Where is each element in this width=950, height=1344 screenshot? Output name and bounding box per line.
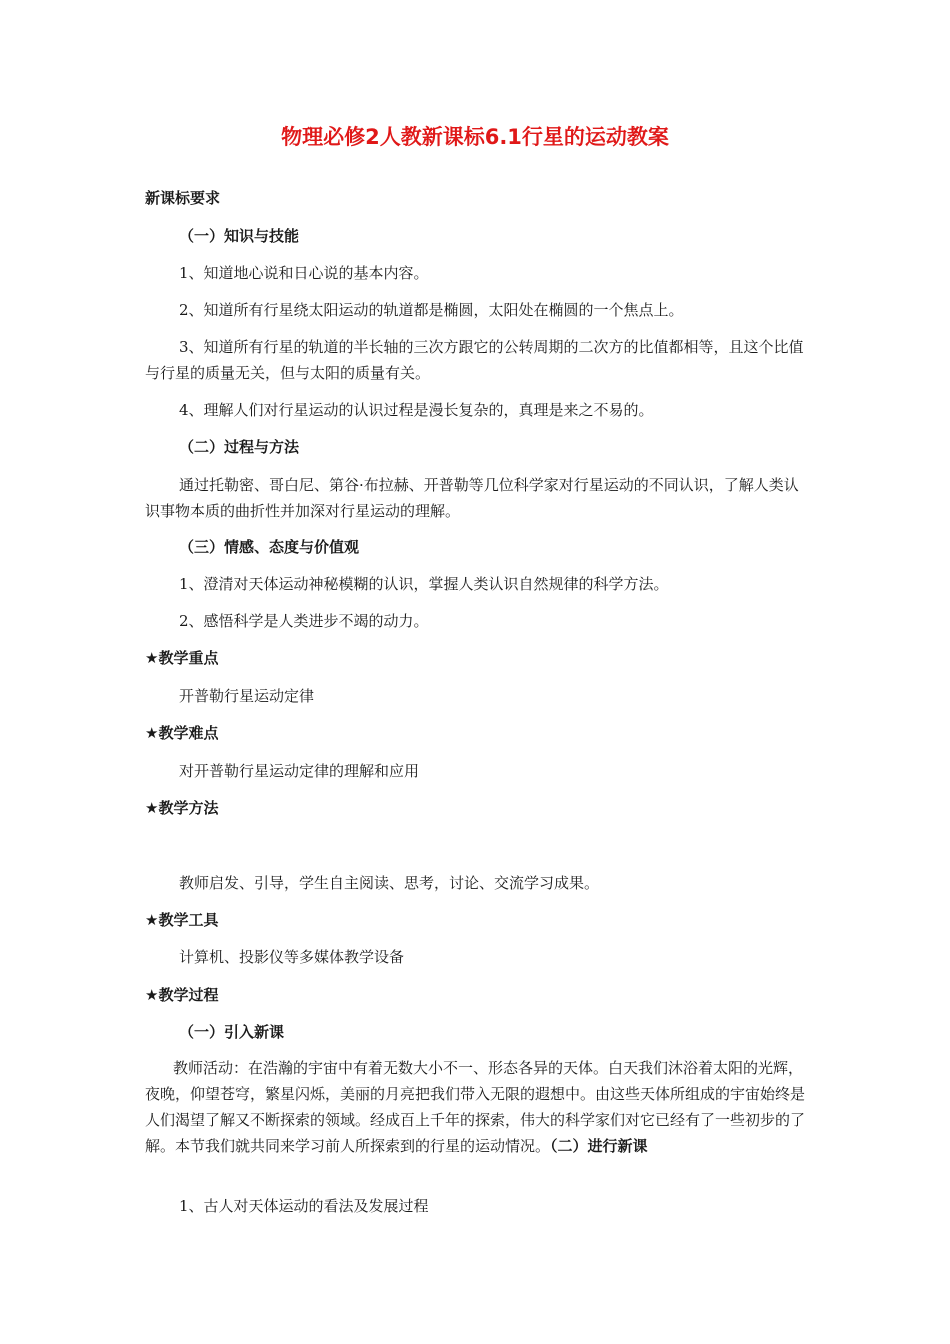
paragraph: 2、知道所有行星绕太阳运动的轨道都是椭圆，太阳处在椭圆的一个焦点上。 <box>179 301 684 319</box>
paragraph: 对开普勒行星运动定律的理解和应用 <box>179 762 420 780</box>
section-heading-standards: 新课标要求 <box>145 189 221 207</box>
paragraph: 3、知道所有行星的轨道的半长轴的三次方跟它的公转周期的二次方的比值都相等，且这个比值与行星的质量无关，但与太阳的质量有关。 <box>145 338 804 382</box>
document-title: 物理必修2人教新课标6.1行星的运动教案 <box>281 125 669 149</box>
section-heading-tools: ★教学工具 <box>145 911 219 929</box>
paragraph <box>145 1055 810 1159</box>
section-heading-process: ★教学过程 <box>145 986 219 1004</box>
paragraph: 1、知道地心说和日心说的基本内容。 <box>179 264 429 282</box>
subheading-introduction: （一）引入新课 <box>179 1023 285 1041</box>
paragraph-text: 教师活动：在浩瀚的宇宙中有着无数大小不一、形态各异的天体。白天我们沐浴着太阳的光辉，夜晚，仰望苍穹，繁星闪烁，美丽的月亮把我们带入无限的遐想中。由这些天体所组成的宇宙始终是人们渴望了解又不断探索的领域。经成百上千年的探索，伟大的科学家们对它已经有了一些初步的了解。本节我们就共同来学习前人所探索到的行星的运动情况。 <box>145 1059 806 1155</box>
paragraph: 开普勒行星运动定律 <box>179 687 315 705</box>
paragraph: 计算机、投影仪等多媒体教学设备 <box>179 948 405 966</box>
paragraph: 1、古人对天体运动的看法及发展过程 <box>179 1197 429 1215</box>
section-heading-key-points: ★教学重点 <box>145 649 219 667</box>
paragraph: 4、理解人们对行星运动的认识过程是漫长复杂的，真理是来之不易的。 <box>179 401 654 419</box>
paragraph: 教师启发、引导，学生自主阅读、思考，讨论、交流学习成果。 <box>179 874 600 892</box>
subheading-knowledge-skills: （一）知识与技能 <box>179 227 300 245</box>
section-heading-methods: ★教学方法 <box>145 799 219 817</box>
paragraph: 2、感悟科学是人类进步不竭的动力。 <box>179 612 429 630</box>
subheading-attitude-values: （三）情感、态度与价值观 <box>179 538 360 556</box>
paragraph: 1、澄清对天体运动神秘模糊的认识，掌握人类认识自然规律的科学方法。 <box>179 575 669 593</box>
section-heading-difficulties: ★教学难点 <box>145 724 219 742</box>
subheading-process-method: （二）过程与方法 <box>179 438 300 456</box>
subheading-new-lesson: （二）进行新课 <box>550 1137 648 1155</box>
paragraph: 通过托勒密、哥白尼、第谷·布拉赫、开普勒等几位科学家对行星运动的不同认识，了解人类认识事物本质的曲折性并加深对行星运动的理解。 <box>145 476 799 520</box>
